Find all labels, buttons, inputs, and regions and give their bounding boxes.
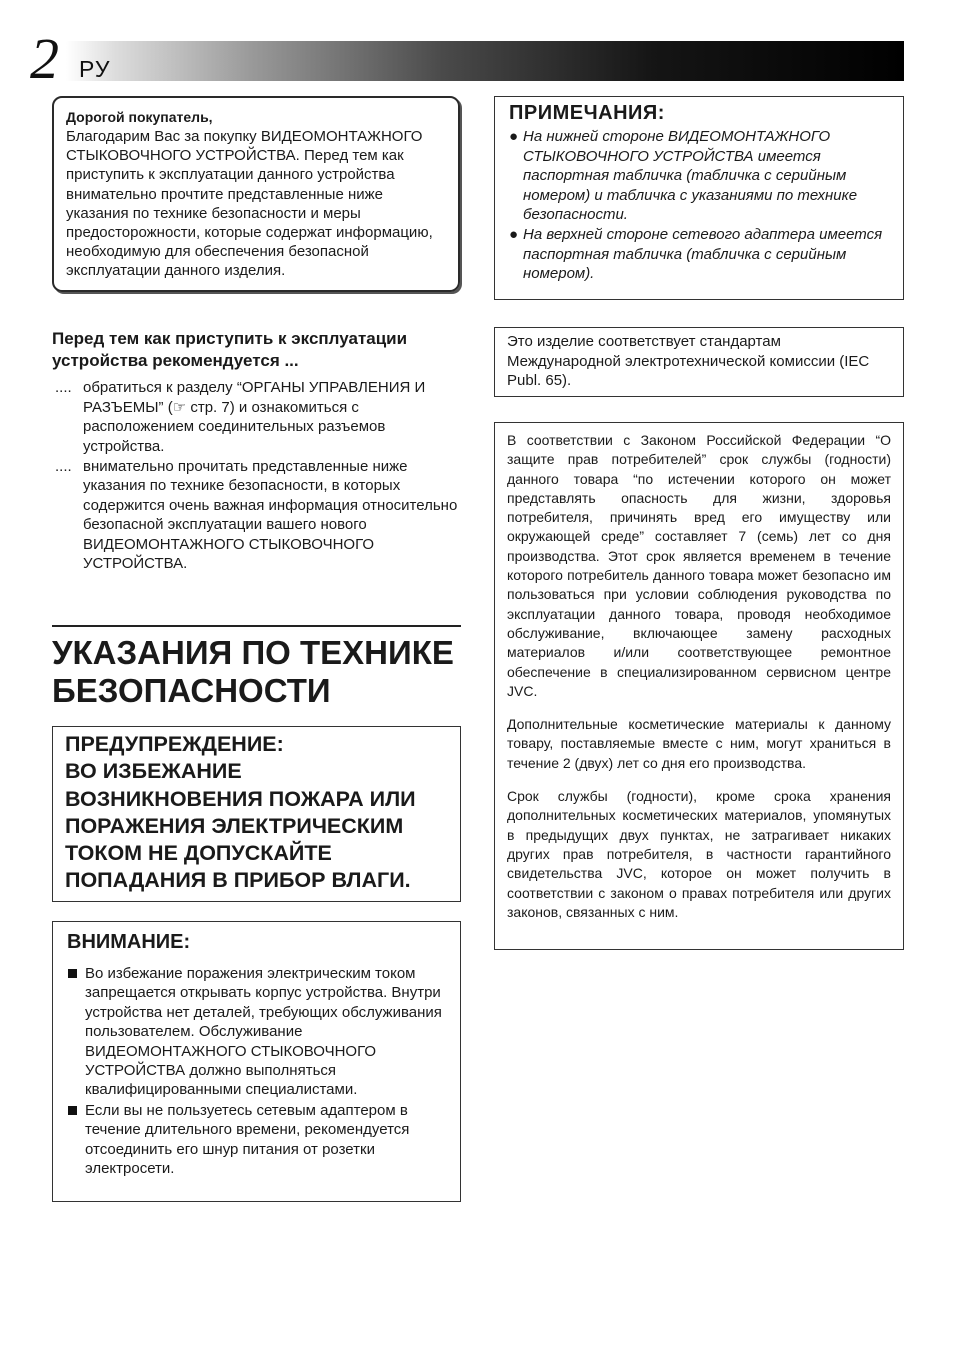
list-item-text: стр. 7) и ознакомиться с расположением соединительных разъемов устройства. — [83, 398, 386, 455]
greeting-box — [52, 96, 460, 292]
note-text: На нижней стороне ВИДЕОМОНТАЖНОГО СТЫКОВОЧНОГО УСТРОЙСТВА имеется паспортная табличка (табличка с серийным номером) и табличка с указаниями по технике безопасности. — [523, 128, 858, 224]
warning-line: ПРЕДУПРЕЖДЕНИЕ: — [65, 732, 284, 756]
caution-text: Во избежание поражения электрическим током запрещается открывать корпус устройства. Внутри устройства нет деталей, требующих обслуживания пользователем. Обслуживание ВИДЕОМОНТАЖНОГО СТЫКОВОЧНОГО УСТРОЙСТВА должно выполняться квалифицированными специалистами. — [85, 965, 442, 1099]
bullet-icon: ● — [509, 128, 519, 145]
square-bullet-icon — [68, 969, 77, 978]
notes-title: ПРИМЕЧАНИЯ: — [509, 102, 665, 124]
warning-line: ВОЗНИКНОВЕНИЯ ПОЖАРА ИЛИ — [65, 786, 416, 811]
law-paragraph: Срок службы (годности), кроме срока хранения дополнительных косметических материалов, упомянутых в предыдущих двух пунктах, не затрагивает никаких других прав потребителя, в частности гарантийного свидетельства JVC, которое он может получить в соответствии с законом о правах потребителя или других законов, связанных с ним. — [507, 788, 891, 920]
page-number: 2 — [30, 26, 59, 91]
greeting-title: Дорогой покупатель, — [66, 109, 213, 125]
caution-title: ВНИМАНИЕ: — [67, 931, 191, 953]
iec-compliance-box — [494, 327, 904, 397]
header-band — [66, 41, 904, 81]
warning-line: ВО ИЗБЕЖАНИЕ — [65, 759, 242, 784]
list-item-text: обратиться к разделу “ОРГАНЫ УПРАВЛЕНИЯ И РАЗЪЕМЫ” ( — [83, 379, 426, 416]
caution-box — [52, 921, 461, 1202]
warning-line: ТОКОМ НЕ ДОПУСКАЙТЕ — [65, 841, 332, 866]
caution-item — [67, 964, 446, 1100]
leader-dots: .... — [55, 457, 72, 475]
greeting-text: Благодарим Вас за покупку ВИДЕОМОНТАЖНОГО СТЫКОВОЧНОГО УСТРОЙСТВА. Перед тем как приступить к эксплуатации данного устройства внимательно прочтите представленные ниже указания по технике безопасности и меры предосторожности, которые содержат информацию, необходимую для обеспечения безопасной эксплуатации данного изделия. — [66, 128, 433, 280]
language-code: РУ — [79, 56, 111, 82]
caution-text: Если вы не пользуетесь сетевым адаптером в течение длительного времени, рекомендуется отсоединить его шнур питания от розетки электросети. — [85, 1101, 410, 1178]
leader-dots: .... — [55, 379, 72, 396]
heading-line: БЕЗОПАСНОСТИ — [52, 672, 331, 709]
before-use-list — [55, 378, 460, 574]
consumer-law-box — [494, 422, 904, 950]
law-paragraph: В соответствии с Законом Российской Федерации “О защите прав потребителей” срок службы (годности) данного товара “по истечении которого он может представлять опасность для жизни, здоровья потребителя, причинять вред его имуществу или окружающей среде” составляет 7 (семь) лет со дня производства. Этот срок является временем в течение которого потребитель данного товара может безопасно им пользоваться при условии соблюдения руководства по эксплуатации данного товара, проводя необходимое обслуживание, включающее замену расходных материалов и/или соответствующее ремонтное обеспечение в специализированном сервисном центре JVC. — [507, 432, 891, 699]
warning-line: ПОРАЖЕНИЯ ЭЛЕКТРИЧЕСКИМ — [65, 813, 404, 838]
notes-box — [494, 96, 904, 300]
note-item — [509, 225, 889, 284]
square-bullet-icon — [68, 1106, 77, 1115]
warning-line: ПОПАДАНИЯ В ПРИБОР ВЛАГИ. — [65, 868, 411, 893]
iec-text: Это изделие соответствует стандартам Международной электротехнической комиссии (IEC Publ. 65). — [507, 333, 870, 389]
warning-box — [52, 726, 461, 902]
bullet-icon: ● — [509, 225, 519, 243]
list-item-text: внимательно прочитать представленные ниже указания по технике безопасности, в которых содержится очень важная информация относительно безопасной эксплуатации вашего нового ВИДЕОМОНТАЖНОГО СТЫКОВОЧНОГО УСТРОЙСТВА. — [83, 457, 458, 572]
pointing-hand-icon: ☞ — [172, 398, 187, 416]
list-item — [55, 378, 460, 456]
caution-item — [67, 1101, 446, 1179]
section-divider — [52, 625, 461, 627]
note-text: На верхней стороне сетевого адаптера имеется паспортная табличка (табличка с серийным номером). — [523, 225, 883, 283]
section-heading — [52, 634, 472, 710]
note-item — [509, 127, 889, 225]
law-paragraph: Дополнительные косметические материалы к данному товару, поставляемые вместе с ним, могут храниться в течение 2 (двух) лет со дня его производства. — [507, 716, 891, 771]
before-use-title: Перед тем как приступить к эксплуатации устройства рекомендуется ... — [52, 329, 408, 370]
list-item — [55, 457, 460, 574]
heading-line: УКАЗАНИЯ ПО ТЕХНИКЕ — [52, 634, 454, 671]
